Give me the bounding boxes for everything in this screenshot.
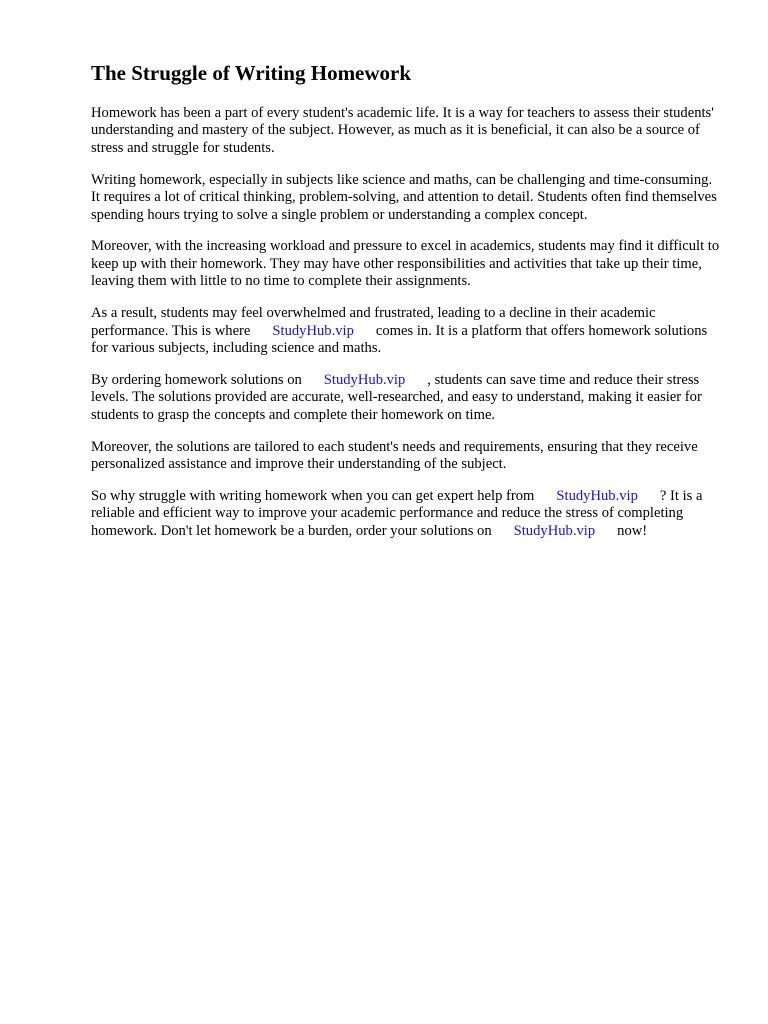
paragraph-text: By ordering homework solutions on: [91, 371, 302, 388]
paragraph-result: [91, 305, 721, 357]
studyhub-link[interactable]: StudyHub.vip: [272, 322, 354, 339]
paragraph-tailored: Moreover, the solutions are tailored to each student's needs and requirements, ensuring that they receive personalized assistance and improve their understanding of the subject.: [91, 438, 698, 472]
paragraph-intro: Homework has been a part of every student's academic life. It is a way for teachers to assess their students' understanding and mastery of the subject. However, as much as it is beneficial, it can also be a source of stress and struggle for students.: [91, 105, 714, 156]
paragraph-text: , students can save time and reduce their stress levels. The solutions provided are accurate, well-researched, and easy to understand, making it easier for students to grasp the concepts and complete their homework on time.: [91, 371, 702, 423]
studyhub-link[interactable]: StudyHub.vip: [556, 487, 638, 504]
document-title: The Struggle of Writing Homework: [91, 61, 412, 85]
paragraph-writing-homework: Writing homework, especially in subjects like science and maths, can be challenging and time-consuming. It requires a lot of critical thinking, problem-solving, and attention to detail. Students often find themselves spending hours trying to solve a single problem or understanding a complex concept.: [91, 171, 717, 223]
paragraph-conclusion: [91, 488, 721, 540]
paragraph-text: now!: [617, 522, 648, 539]
document-page: [91, 58, 721, 555]
paragraph-text: comes in. It is a platform that offers homework solutions for various subjects, including science and maths.: [91, 322, 708, 356]
paragraph-text: As a result, students may feel overwhelmed and frustrated, leading to a decline in their academic performance. This is where: [91, 305, 656, 339]
paragraph-workload: Moreover, with the increasing workload and pressure to excel in academics, students may find it difficult to keep up with their homework. They may have other responsibilities and activities that take up their time, leaving them with little to no time to complete their assignments.: [91, 238, 720, 290]
paragraph-ordering: [91, 372, 721, 424]
paragraph-text: ? It is a reliable and efficient way to improve your academic performance and reduce the stress of completing homework. Don't let homework be a burden, order your solutions on: [91, 487, 703, 539]
paragraph-text: So why struggle with writing homework when you can get expert help from: [91, 487, 535, 504]
studyhub-link[interactable]: StudyHub.vip: [513, 522, 596, 539]
studyhub-link[interactable]: StudyHub.vip: [323, 371, 406, 388]
